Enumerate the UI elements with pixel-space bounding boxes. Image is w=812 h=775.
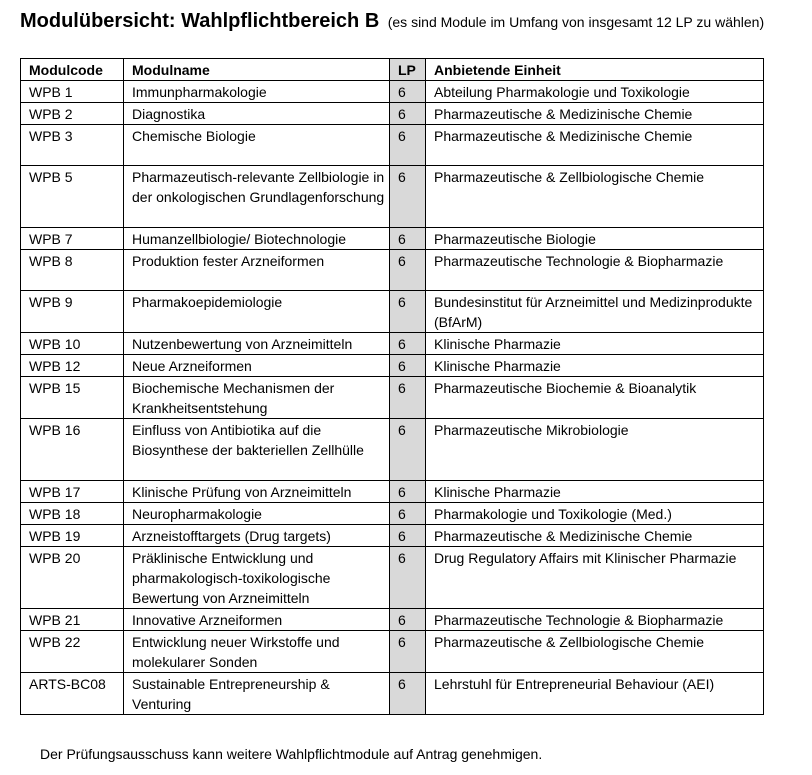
cell-anbietende-einheit: Pharmazeutische Biochemie & Bioanalytik <box>426 377 764 419</box>
cell-anbietende-einheit: Pharmazeutische Biologie <box>426 228 764 250</box>
table-row <box>21 419 764 481</box>
cell-lp: 6 <box>390 291 426 333</box>
table-row <box>21 525 764 547</box>
cell-modulname: Biochemische Mechanismen der Krankheitsentstehung <box>124 377 390 419</box>
page-title-block <box>20 10 764 33</box>
table-row <box>21 631 764 673</box>
cell-modulname: Einfluss von Antibiotika auf die Biosynthese der bakteriellen Zellhülle <box>124 419 390 481</box>
cell-anbietende-einheit: Bundesinstitut für Arzneimittel und Medizinprodukte (BfArM) <box>426 291 764 333</box>
table-row <box>21 481 764 503</box>
cell-modulcode: WPB 17 <box>21 481 124 503</box>
cell-modulcode: WPB 8 <box>21 250 124 291</box>
cell-lp: 6 <box>390 103 426 125</box>
cell-lp: 6 <box>390 419 426 481</box>
cell-lp: 6 <box>390 377 426 419</box>
cell-modulname: Sustainable Entrepreneurship & Venturing <box>124 673 390 715</box>
cell-modulname: Klinische Prüfung von Arzneimitteln <box>124 481 390 503</box>
table-row <box>21 228 764 250</box>
cell-modulcode: WPB 15 <box>21 377 124 419</box>
cell-modulname: Immunpharmakologie <box>124 81 390 103</box>
cell-modulcode: WPB 5 <box>21 166 124 228</box>
table-row <box>21 673 764 715</box>
cell-anbietende-einheit: Lehrstuhl für Entrepreneurial Behaviour (AEI) <box>426 673 764 715</box>
cell-lp: 6 <box>390 547 426 609</box>
table-row <box>21 355 764 377</box>
cell-lp: 6 <box>390 609 426 631</box>
table-row <box>21 333 764 355</box>
cell-lp: 6 <box>390 503 426 525</box>
cell-lp: 6 <box>390 355 426 377</box>
cell-modulname: Pharmakoepidemiologie <box>124 291 390 333</box>
table-row <box>21 81 764 103</box>
table-header-row <box>21 59 764 81</box>
cell-modulname: Neue Arzneiformen <box>124 355 390 377</box>
page-subtitle: (es sind Module im Umfang von insgesamt 12 LP zu wählen) <box>387 14 765 30</box>
cell-modulcode: WPB 9 <box>21 291 124 333</box>
cell-anbietende-einheit: Pharmazeutische & Medizinische Chemie <box>426 125 764 166</box>
header-anbietende-einheit: Anbietende Einheit <box>426 59 764 81</box>
cell-anbietende-einheit: Pharmazeutische Technologie & Biopharmazie <box>426 250 764 291</box>
cell-lp: 6 <box>390 81 426 103</box>
cell-modulname: Nutzenbewertung von Arzneimitteln <box>124 333 390 355</box>
module-table <box>20 58 764 715</box>
cell-modulname: Arzneistofftargets (Drug targets) <box>124 525 390 547</box>
cell-modulcode: WPB 19 <box>21 525 124 547</box>
cell-modulcode: WPB 21 <box>21 609 124 631</box>
cell-anbietende-einheit: Drug Regulatory Affairs mit Klinischer Pharmazie <box>426 547 764 609</box>
table-row <box>21 377 764 419</box>
table-row <box>21 250 764 291</box>
module-table-body <box>21 81 764 715</box>
cell-lp: 6 <box>390 333 426 355</box>
table-row <box>21 291 764 333</box>
cell-modulcode: WPB 7 <box>21 228 124 250</box>
cell-modulname: Entwicklung neuer Wirkstoffe und molekularer Sonden <box>124 631 390 673</box>
cell-modulname: Pharmazeutisch-relevante Zellbiologie in der onkologischen Grundlagenforschung <box>124 166 390 228</box>
cell-modulname: Humanzellbiologie/ Biotechnologie <box>124 228 390 250</box>
cell-modulcode: WPB 20 <box>21 547 124 609</box>
cell-anbietende-einheit: Klinische Pharmazie <box>426 355 764 377</box>
cell-anbietende-einheit: Pharmazeutische & Zellbiologische Chemie <box>426 631 764 673</box>
cell-modulname: Neuropharmakologie <box>124 503 390 525</box>
cell-modulcode: WPB 2 <box>21 103 124 125</box>
cell-modulcode: WPB 22 <box>21 631 124 673</box>
cell-anbietende-einheit: Klinische Pharmazie <box>426 481 764 503</box>
cell-lp: 6 <box>390 125 426 166</box>
table-row <box>21 125 764 166</box>
cell-anbietende-einheit: Pharmazeutische Technologie & Biopharmazie <box>426 609 764 631</box>
cell-lp: 6 <box>390 481 426 503</box>
cell-anbietende-einheit: Abteilung Pharmakologie und Toxikologie <box>426 81 764 103</box>
table-row <box>21 547 764 609</box>
table-row <box>21 503 764 525</box>
cell-anbietende-einheit: Pharmazeutische & Zellbiologische Chemie <box>426 166 764 228</box>
cell-modulcode: ARTS-BC08 <box>21 673 124 715</box>
cell-anbietende-einheit: Pharmazeutische & Medizinische Chemie <box>426 103 764 125</box>
cell-lp: 6 <box>390 673 426 715</box>
cell-anbietende-einheit: Pharmakologie und Toxikologie (Med.) <box>426 503 764 525</box>
page-title: Modulübersicht: Wahlpflichtbereich B <box>20 10 380 32</box>
cell-modulcode: WPB 1 <box>21 81 124 103</box>
cell-anbietende-einheit: Klinische Pharmazie <box>426 333 764 355</box>
cell-modulcode: WPB 10 <box>21 333 124 355</box>
cell-modulname: Diagnostika <box>124 103 390 125</box>
cell-lp: 6 <box>390 631 426 673</box>
cell-modulcode: WPB 3 <box>21 125 124 166</box>
table-row <box>21 609 764 631</box>
cell-modulname: Produktion fester Arzneiformen <box>124 250 390 291</box>
cell-modulcode: WPB 16 <box>21 419 124 481</box>
cell-modulcode: WPB 18 <box>21 503 124 525</box>
cell-lp: 6 <box>390 250 426 291</box>
cell-anbietende-einheit: Pharmazeutische Mikrobiologie <box>426 419 764 481</box>
table-row <box>21 166 764 228</box>
cell-modulname: Innovative Arzneiformen <box>124 609 390 631</box>
header-modulname: Modulname <box>124 59 390 81</box>
footer-note: Der Prüfungsausschuss kann weitere Wahlpflichtmodule auf Antrag genehmigen. <box>40 746 543 762</box>
cell-lp: 6 <box>390 525 426 547</box>
cell-modulcode: WPB 12 <box>21 355 124 377</box>
cell-lp: 6 <box>390 166 426 228</box>
header-modulcode: Modulcode <box>21 59 124 81</box>
cell-modulname: Präklinische Entwicklung und pharmakologisch-toxikologische Bewertung von Arzneimitteln <box>124 547 390 609</box>
header-lp: LP <box>390 59 426 81</box>
cell-anbietende-einheit: Pharmazeutische & Medizinische Chemie <box>426 525 764 547</box>
cell-lp: 6 <box>390 228 426 250</box>
cell-modulname: Chemische Biologie <box>124 125 390 166</box>
table-row <box>21 103 764 125</box>
